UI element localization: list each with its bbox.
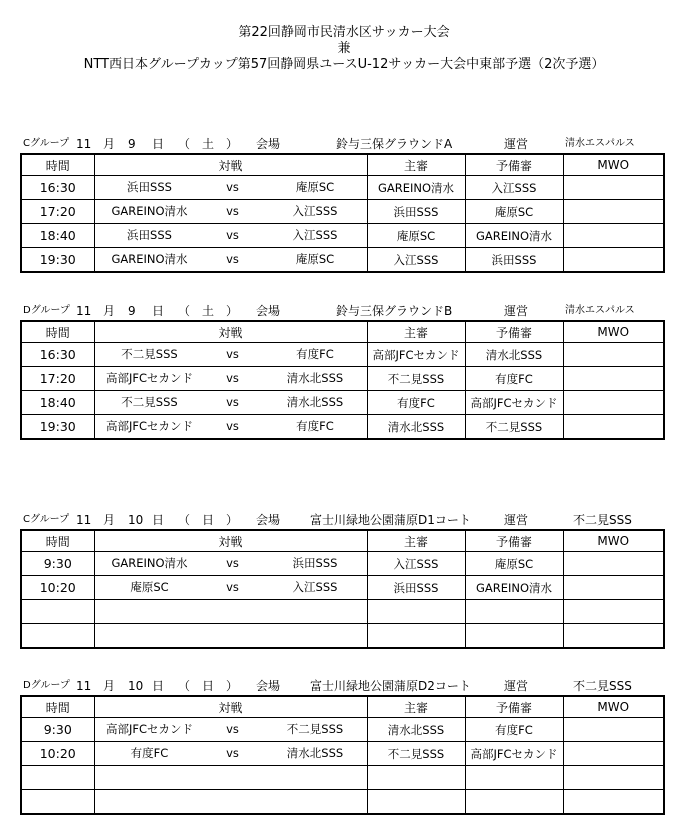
venue-name: 富士川緑地公園蒲原D1コート [310, 513, 471, 527]
venue-label: 会場 [256, 679, 281, 693]
team-home: 浜田SSS [127, 180, 172, 194]
referee-cell: 高部JFCセカンド [367, 343, 465, 367]
team-away: 入江SSS [292, 228, 338, 242]
vs-label: vs [226, 180, 239, 194]
time-cell: 19:30 [21, 248, 94, 273]
time-cell [21, 600, 94, 624]
mwo-cell [563, 742, 664, 766]
table-row [21, 367, 664, 391]
time-cell: 10:20 [21, 742, 94, 766]
match-cell [94, 766, 367, 790]
schedule-section [20, 677, 663, 815]
table-header-row [21, 154, 664, 176]
table-row [21, 176, 664, 200]
team-home: 高部JFCセカンド [105, 419, 194, 433]
header-reserve: 予備審 [465, 530, 563, 552]
header-mwo: MWO [563, 321, 664, 343]
team-away: 清水北SSS [286, 371, 344, 385]
time-cell: 18:40 [21, 224, 94, 248]
mwo-cell [563, 415, 664, 440]
team-home: 不二見SSS [121, 395, 178, 409]
reserve-cell: 庵原SC [465, 200, 563, 224]
team-away: 有度FC [296, 419, 334, 433]
venue-label: 会場 [256, 304, 281, 318]
operator-label: 運営 [504, 137, 529, 151]
referee-cell: 入江SSS [367, 552, 465, 576]
team-home: 有度FC [130, 746, 169, 760]
referee-cell: 浜田SSS [367, 200, 465, 224]
reserve-cell [465, 790, 563, 815]
referee-cell [367, 766, 465, 790]
group-label: Cグループ [23, 138, 70, 149]
vs-label: vs [226, 371, 239, 385]
referee-cell: 入江SSS [367, 248, 465, 273]
referee-cell [367, 624, 465, 649]
month-value: 11 [76, 679, 92, 693]
table-header-row [21, 696, 664, 718]
reserve-cell: 不二見SSS [465, 415, 563, 440]
table-header-row [21, 321, 664, 343]
mwo-cell [563, 600, 664, 624]
reserve-cell: GAREINO清水 [465, 224, 563, 248]
match-cell [94, 248, 367, 273]
table-row [21, 624, 664, 649]
time-cell: 16:30 [21, 343, 94, 367]
venue-name: 鈴与三保グラウンドB [336, 304, 453, 318]
title-line-1: 第22回静岡市民清水区サッカー大会 [238, 25, 450, 40]
time-cell: 18:40 [21, 391, 94, 415]
table-row [21, 600, 664, 624]
reserve-cell: 高部JFCセカンド [465, 742, 563, 766]
header-time: 時間 [21, 321, 94, 343]
referee-cell [367, 600, 465, 624]
operator-name: 不二見SSS [573, 513, 632, 527]
header-referee: 主審 [367, 696, 465, 718]
time-cell: 16:30 [21, 176, 94, 200]
title-line-2: 兼 [337, 41, 351, 56]
team-home: GAREINO清水 [111, 556, 188, 570]
operator-label: 運営 [504, 304, 529, 318]
header-time: 時間 [21, 530, 94, 552]
team-home: 庵原SC [130, 580, 169, 594]
day-value: 9 [128, 137, 136, 151]
table-row [21, 552, 664, 576]
header-match: 対戦 [94, 530, 367, 552]
mwo-cell [563, 576, 664, 600]
section-header [20, 511, 663, 529]
mwo-cell [563, 790, 664, 815]
header-reserve: 予備審 [465, 321, 563, 343]
header-time: 時間 [21, 696, 94, 718]
month-label: 月 [103, 304, 116, 318]
day-value: 9 [128, 304, 136, 318]
vs-label: vs [226, 252, 239, 266]
team-away: 清水北SSS [286, 395, 344, 409]
vs-label: vs [226, 228, 239, 242]
table-header-row [21, 530, 664, 552]
table-row [21, 766, 664, 790]
mwo-cell [563, 176, 664, 200]
schedule-section [20, 511, 663, 649]
reserve-cell: 庵原SC [465, 552, 563, 576]
mwo-cell [563, 766, 664, 790]
vs-label: vs [226, 395, 239, 409]
weekday: （ 土 ） [178, 137, 239, 151]
reserve-cell: 有度FC [465, 367, 563, 391]
vs-label: vs [226, 204, 239, 218]
team-home: 浜田SSS [127, 228, 172, 242]
reserve-cell: 清水北SSS [465, 343, 563, 367]
match-cell [94, 200, 367, 224]
mwo-cell [563, 391, 664, 415]
month-value: 11 [76, 513, 92, 527]
mwo-cell [563, 224, 664, 248]
operator-name: 清水エスパルス [565, 305, 635, 316]
referee-cell: 清水北SSS [367, 718, 465, 742]
team-home: 高部JFCセカンド [105, 371, 194, 385]
referee-cell: 不二見SSS [367, 742, 465, 766]
time-cell [21, 790, 94, 815]
match-cell [94, 718, 367, 742]
vs-label: vs [226, 722, 239, 736]
header-match: 対戦 [94, 321, 367, 343]
team-home: GAREINO清水 [111, 252, 188, 266]
weekday: （ 日 ） [178, 513, 239, 527]
vs-label: vs [226, 580, 239, 594]
time-cell [21, 766, 94, 790]
title-line-3: NTT西日本グループカップ第57回静岡県ユースU-12サッカー大会中東部予選（2次予選） [83, 57, 605, 72]
team-away: 有度FC [296, 347, 334, 361]
time-cell: 17:20 [21, 367, 94, 391]
referee-cell [367, 790, 465, 815]
vs-label: vs [226, 746, 239, 760]
day-value: 10 [128, 513, 144, 527]
time-cell: 9:30 [21, 552, 94, 576]
time-cell: 10:20 [21, 576, 94, 600]
header-mwo: MWO [563, 696, 664, 718]
table-row [21, 391, 664, 415]
reserve-cell [465, 624, 563, 649]
day-label: 日 [152, 513, 165, 527]
referee-cell: 浜田SSS [367, 576, 465, 600]
mwo-cell [563, 248, 664, 273]
match-cell [94, 415, 367, 440]
venue-label: 会場 [256, 137, 281, 151]
mwo-cell [563, 200, 664, 224]
day-value: 10 [128, 679, 144, 693]
match-cell [94, 552, 367, 576]
operator-label: 運営 [504, 679, 529, 693]
referee-cell: 不二見SSS [367, 367, 465, 391]
table-row [21, 343, 664, 367]
section-header [20, 677, 663, 695]
header-match: 対戦 [94, 696, 367, 718]
mwo-cell [563, 367, 664, 391]
reserve-cell [465, 766, 563, 790]
table-row [21, 200, 664, 224]
time-cell: 19:30 [21, 415, 94, 440]
vs-label: vs [226, 556, 239, 570]
mwo-cell [563, 718, 664, 742]
mwo-cell [563, 624, 664, 649]
table-row [21, 415, 664, 440]
header-match: 対戦 [94, 154, 367, 176]
match-cell [94, 224, 367, 248]
header-reserve: 予備審 [465, 154, 563, 176]
reserve-cell [465, 600, 563, 624]
reserve-cell: 有度FC [465, 718, 563, 742]
team-home: 高部JFCセカンド [105, 722, 194, 736]
venue-label: 会場 [256, 513, 281, 527]
schedule-table [20, 153, 665, 273]
header-referee: 主審 [367, 530, 465, 552]
team-away: 入江SSS [292, 204, 338, 218]
team-away: 清水北SSS [286, 746, 344, 760]
match-cell [94, 742, 367, 766]
referee-cell: GAREINO清水 [367, 176, 465, 200]
match-cell [94, 576, 367, 600]
month-value: 11 [76, 137, 92, 151]
referee-cell: 有度FC [367, 391, 465, 415]
table-row [21, 742, 664, 766]
table-row [21, 576, 664, 600]
reserve-cell: GAREINO清水 [465, 576, 563, 600]
header-mwo: MWO [563, 154, 664, 176]
reserve-cell: 浜田SSS [465, 248, 563, 273]
reserve-cell: 高部JFCセカンド [465, 391, 563, 415]
operator-label: 運営 [504, 513, 529, 527]
day-label: 日 [152, 137, 165, 151]
vs-label: vs [226, 419, 239, 433]
mwo-cell [563, 552, 664, 576]
section-header [20, 135, 663, 153]
schedule-section [20, 135, 663, 273]
operator-name: 不二見SSS [573, 679, 632, 693]
weekday: （ 土 ） [178, 304, 239, 318]
month-label: 月 [103, 513, 116, 527]
match-cell [94, 367, 367, 391]
venue-name: 富士川緑地公園蒲原D2コート [310, 679, 471, 693]
header-mwo: MWO [563, 530, 664, 552]
team-home: GAREINO清水 [111, 204, 188, 218]
time-cell: 9:30 [21, 718, 94, 742]
team-away: 入江SSS [292, 580, 338, 594]
schedule-table [20, 695, 665, 815]
match-cell [94, 624, 367, 649]
match-cell [94, 790, 367, 815]
group-label: Cグループ [23, 514, 70, 525]
referee-cell: 清水北SSS [367, 415, 465, 440]
month-value: 11 [76, 304, 92, 318]
schedule-section [20, 302, 663, 440]
vs-label: vs [226, 347, 239, 361]
team-home: 不二見SSS [121, 347, 178, 361]
time-cell [21, 624, 94, 649]
reserve-cell: 入江SSS [465, 176, 563, 200]
group-label: Dグループ [23, 680, 70, 691]
time-cell: 17:20 [21, 200, 94, 224]
schedule-table [20, 529, 665, 649]
team-away: 庵原SC [295, 180, 335, 194]
mwo-cell [563, 343, 664, 367]
month-label: 月 [103, 679, 116, 693]
day-label: 日 [152, 304, 165, 318]
header-referee: 主審 [367, 154, 465, 176]
team-away: 浜田SSS [292, 556, 338, 570]
section-header [20, 302, 663, 320]
venue-name: 鈴与三保グラウンドA [336, 137, 453, 151]
header-reserve: 予備審 [465, 696, 563, 718]
table-row [21, 718, 664, 742]
table-row [21, 790, 664, 815]
table-row [21, 224, 664, 248]
header-time: 時間 [21, 154, 94, 176]
match-cell [94, 600, 367, 624]
month-label: 月 [103, 137, 116, 151]
match-cell [94, 176, 367, 200]
team-away: 庵原SC [295, 252, 335, 266]
team-away: 不二見SSS [286, 722, 344, 736]
operator-name: 清水エスパルス [565, 138, 635, 149]
day-label: 日 [152, 679, 165, 693]
header-referee: 主審 [367, 321, 465, 343]
group-label: Dグループ [23, 305, 70, 316]
match-cell [94, 343, 367, 367]
table-row [21, 248, 664, 273]
match-cell [94, 391, 367, 415]
weekday: （ 日 ） [178, 679, 239, 693]
referee-cell: 庵原SC [367, 224, 465, 248]
schedule-table [20, 320, 665, 440]
